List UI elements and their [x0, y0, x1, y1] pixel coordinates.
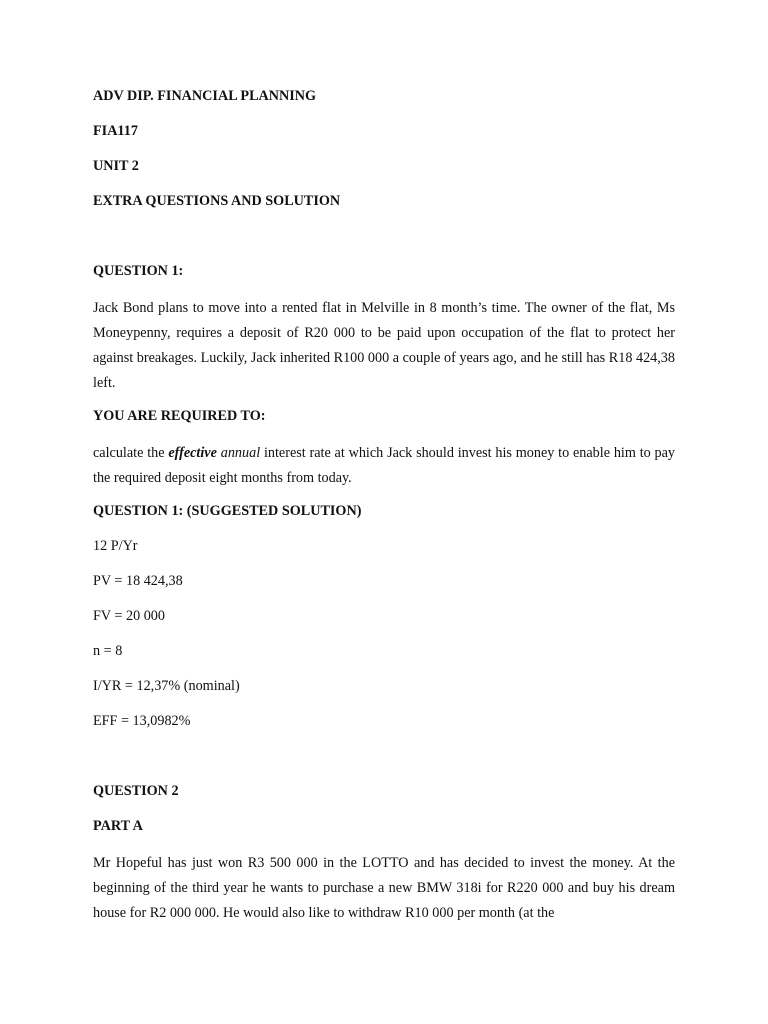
solution-1-heading: QUESTION 1: (SUGGESTED SOLUTION)	[93, 503, 362, 519]
required-heading: YOU ARE REQUIRED TO:	[93, 408, 266, 424]
solution-line: n = 8	[93, 643, 123, 659]
solution-line: I/YR = 12,37% (nominal)	[93, 678, 240, 694]
question-1-body: Jack Bond plans to move into a rented flat in Melville in 8 month’s time. The owner of the flat, Ms Moneypenny, requires a deposit of R20 000 to be paid upon occupation of the flat to protect her against breakages. Luckily, Jack inherited R100 000 a couple of years ago, and he still has R18 424,38 left.	[93, 300, 675, 391]
question-2-part-a: PART A	[93, 818, 143, 834]
required-emphasis-effective: effective	[168, 445, 217, 461]
question-1-heading: QUESTION 1:	[93, 263, 184, 279]
spacer	[93, 746, 675, 781]
question-2-body: Mr Hopeful has just won R3 500 000 in the LOTTO and has decided to invest the money. At the beginning of the third year he wants to purchase a new BMW 318i for R220 000 and buy his dream house for R2 000 000. He would also like to withdraw R10 000 per month (at the	[93, 855, 675, 921]
required-text-pre: calculate the	[93, 445, 169, 461]
required-text-post: interest rate at which Jack should invest his money to enable him to pay the required deposit eight months from today.	[93, 445, 676, 486]
required-emphasis-annual: annual	[220, 445, 261, 461]
solution-line: EFF = 13,0982%	[93, 713, 191, 729]
document-subtitle: EXTRA QUESTIONS AND SOLUTION	[93, 193, 341, 209]
document-page	[93, 86, 675, 936]
solution-line: PV = 18 424,38	[93, 573, 183, 589]
solution-line: 12 P/Yr	[93, 538, 138, 554]
spacer	[93, 226, 675, 261]
course-code: FIA117	[93, 123, 138, 139]
required-text	[93, 441, 675, 491]
unit-label: UNIT 2	[93, 158, 139, 174]
course-title: ADV DIP. FINANCIAL PLANNING	[93, 88, 317, 104]
question-2-heading: QUESTION 2	[93, 783, 179, 799]
solution-line: FV = 20 000	[93, 608, 165, 624]
